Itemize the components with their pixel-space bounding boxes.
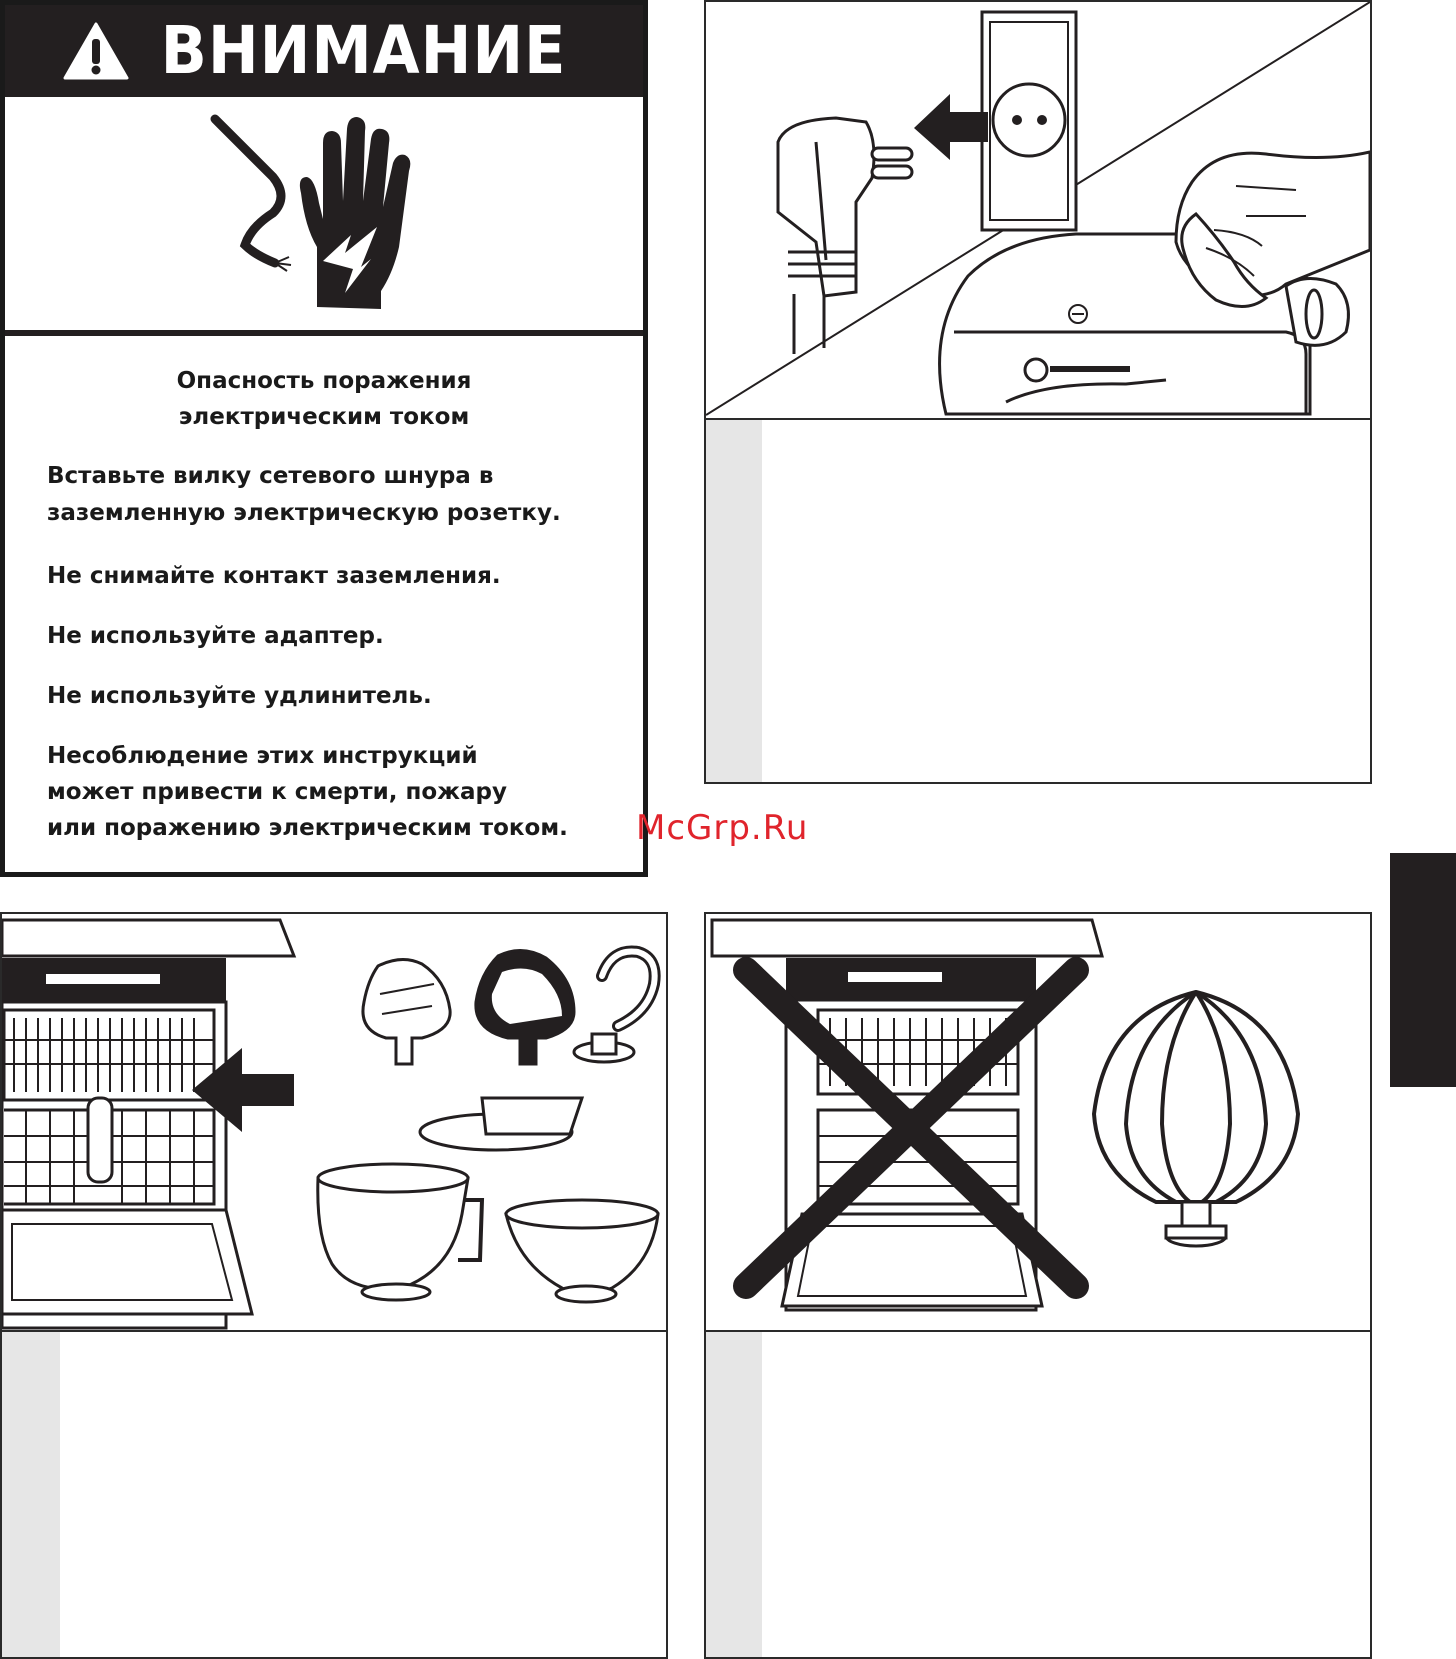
warning-divider (5, 330, 643, 336)
instruction-keep-ground: Не снимайте контакт заземления. (47, 563, 501, 589)
warning-panel (0, 0, 648, 877)
unplug-and-clean-panel (704, 0, 1372, 784)
dishwasher-safe-panel (0, 912, 668, 1659)
dishwasher-top-rack-illustration (2, 914, 666, 1332)
warning-header (5, 5, 643, 97)
warning-triangle-icon (63, 22, 129, 80)
side-strip (706, 420, 762, 782)
side-strip (706, 1332, 762, 1657)
watermark: McGrp.Ru (636, 808, 809, 848)
panel-divider (706, 418, 1370, 420)
unplug-illustration (706, 2, 1370, 420)
wire-whip-illustration (1086, 974, 1306, 1274)
instruction-no-extension: Не используйте удлинитель. (47, 683, 432, 709)
instruction-consequences: Несоблюдение этих инструкций может привести к смерти, пожару или поражению электрическим током. (47, 743, 568, 841)
instruction-plug-grounded: Вставьте вилку сетевого шнура в заземленную электрическую розетку. (47, 463, 561, 526)
not-dishwasher-safe-panel (704, 912, 1372, 1659)
warning-title: ВНИМАНИЕ (161, 12, 567, 89)
panel-divider (706, 1330, 1370, 1332)
side-strip (2, 1332, 60, 1657)
panel-divider (2, 1330, 666, 1332)
hazard-title: Опасность поражения электрическим током (176, 368, 472, 430)
instruction-no-adapter: Не используйте адаптер. (47, 623, 384, 649)
electric-shock-hand-icon (5, 97, 643, 330)
section-tab (1390, 853, 1456, 1087)
